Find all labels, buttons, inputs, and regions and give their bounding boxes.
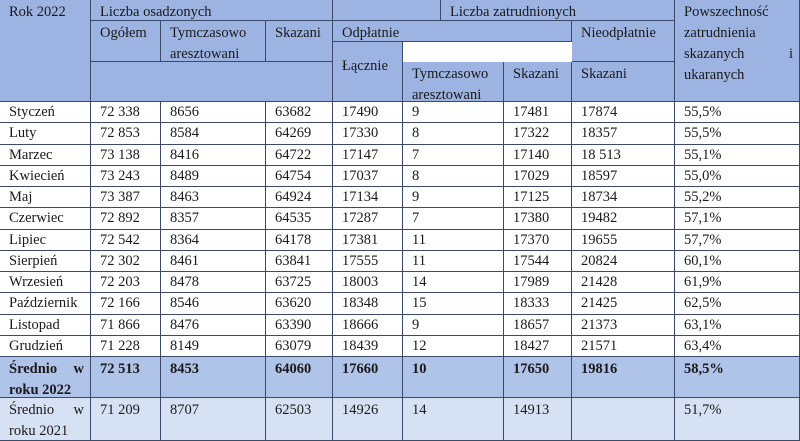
header-paid-convicted: Skazani xyxy=(504,62,572,102)
table-cell: 17287 xyxy=(333,208,403,230)
table-cell: 9 xyxy=(403,102,504,123)
table-cell: 55,1% xyxy=(675,145,800,166)
table-cell: 17555 xyxy=(333,251,403,272)
average-cell: 17660 xyxy=(333,357,403,398)
table-cell: 21373 xyxy=(572,315,675,336)
table-cell: 18348 xyxy=(333,293,403,315)
average-label xyxy=(0,398,91,441)
table-cell: Kwiecień xyxy=(0,166,91,187)
table-cell: Maj xyxy=(0,187,91,208)
header-paid: Odpłatnie xyxy=(333,21,572,42)
table-cell: 63682 xyxy=(266,102,333,123)
table-cell: 17370 xyxy=(504,230,572,251)
table-cell: 17490 xyxy=(333,102,403,123)
average-cell xyxy=(572,398,675,441)
table-cell: 20824 xyxy=(572,251,675,272)
table-cell: 17140 xyxy=(504,145,572,166)
table-cell: 19655 xyxy=(572,230,675,251)
table-cell: 18597 xyxy=(572,166,675,187)
header-employed-group: Liczba zatrudnionych xyxy=(441,0,675,21)
table-cell: 17381 xyxy=(333,230,403,251)
table-cell: 8 xyxy=(403,166,504,187)
table-cell: 63390 xyxy=(266,315,333,336)
average-cell: 8453 xyxy=(161,357,266,398)
rate-line: Powszechność xyxy=(684,4,769,20)
table-cell: 21571 xyxy=(572,336,675,357)
table-cell: 72 203 xyxy=(91,272,161,293)
table-cell: 72 338 xyxy=(91,102,161,123)
average-cell: 64060 xyxy=(266,357,333,398)
table-cell: 12 xyxy=(403,336,504,357)
header-paid-detained: Tymczasowo aresztowani xyxy=(403,62,504,102)
average-cell: 14913 xyxy=(504,398,572,441)
table-cell: 72 302 xyxy=(91,251,161,272)
table-cell: 8463 xyxy=(161,187,266,208)
table-cell: 63620 xyxy=(266,293,333,315)
rate-line xyxy=(684,44,793,65)
table-cell: 57,1% xyxy=(675,208,800,230)
table-cell: 64178 xyxy=(266,230,333,251)
header-year: Rok 2022 xyxy=(0,0,91,102)
table-cell: 8357 xyxy=(161,208,266,230)
table-cell: 8461 xyxy=(161,251,266,272)
table-cell: Grudzień xyxy=(0,336,91,357)
table-cell: 60,1% xyxy=(675,251,800,272)
table-cell: 55,0% xyxy=(675,166,800,187)
table-cell: Czerwiec xyxy=(0,208,91,230)
avg-line: roku 2021 xyxy=(9,423,69,439)
average-cell: 8707 xyxy=(161,398,266,441)
table-cell: 18333 xyxy=(504,293,572,315)
table-cell: 63079 xyxy=(266,336,333,357)
table-cell: 21428 xyxy=(572,272,675,293)
table-cell: 72 853 xyxy=(91,123,161,145)
table-cell: 18427 xyxy=(504,336,572,357)
table-cell: 17330 xyxy=(333,123,403,145)
average-cell: 14926 xyxy=(333,398,403,441)
table-cell: 72 166 xyxy=(91,293,161,315)
table-cell: 64722 xyxy=(266,145,333,166)
avg-word: Średnio xyxy=(9,402,55,418)
table-cell: 18734 xyxy=(572,187,675,208)
table-cell: 8546 xyxy=(161,293,266,315)
table-cell: 17544 xyxy=(504,251,572,272)
header-unpaid-convicted: Skazani xyxy=(572,62,675,102)
average-cell: 62503 xyxy=(266,398,333,441)
table-cell: 64754 xyxy=(266,166,333,187)
table-cell: 63841 xyxy=(266,251,333,272)
table-cell: Marzec xyxy=(0,145,91,166)
table-cell: 19482 xyxy=(572,208,675,230)
table-cell: 73 138 xyxy=(91,145,161,166)
table-cell: 8149 xyxy=(161,336,266,357)
rate-line: zatrudnienia xyxy=(684,25,756,41)
avg-word: Średnio xyxy=(9,361,58,377)
table-cell: 17322 xyxy=(504,123,572,145)
table-cell: 64535 xyxy=(266,208,333,230)
table-cell: Luty xyxy=(0,123,91,145)
table-cell: 9 xyxy=(403,187,504,208)
table-cell: 8489 xyxy=(161,166,266,187)
table-cell: 63725 xyxy=(266,272,333,293)
table-cell: 62,5% xyxy=(675,293,800,315)
average-cell: 71 209 xyxy=(91,398,161,441)
table-cell: 72 892 xyxy=(91,208,161,230)
table-cell: 11 xyxy=(403,251,504,272)
table-cell: 63,1% xyxy=(675,315,800,336)
table-cell: 64924 xyxy=(266,187,333,208)
table-cell: 17125 xyxy=(504,187,572,208)
average-label xyxy=(0,357,91,398)
table-cell: 9 xyxy=(403,315,504,336)
header-paid-total: Łącznie xyxy=(333,42,403,102)
table-cell: Sierpień xyxy=(0,251,91,272)
table-cell: 73 243 xyxy=(91,166,161,187)
table-cell: 72 542 xyxy=(91,230,161,251)
table-cell: 8416 xyxy=(161,145,266,166)
table-cell: 8 xyxy=(403,123,504,145)
table-cell: 18666 xyxy=(333,315,403,336)
average-cell: 10 xyxy=(403,357,504,398)
header-inmates-group: Liczba osadzonych xyxy=(91,0,333,21)
table-cell: 8364 xyxy=(161,230,266,251)
table-cell: 55,5% xyxy=(675,123,800,145)
table-cell: Listopad xyxy=(0,315,91,336)
average-cell: 72 513 xyxy=(91,357,161,398)
table-cell: 8584 xyxy=(161,123,266,145)
table-cell: 21425 xyxy=(572,293,675,315)
rate-word: skazanych xyxy=(684,46,745,62)
table-cell: 17037 xyxy=(333,166,403,187)
table-cell: 55,5% xyxy=(675,102,800,123)
table-cell: 61,9% xyxy=(675,272,800,293)
average-cell: 19816 xyxy=(572,357,675,398)
rate-line: ukaranych xyxy=(684,67,745,83)
table-cell: 17481 xyxy=(504,102,572,123)
table-cell: 18439 xyxy=(333,336,403,357)
header-unpaid: Nieodpłatnie xyxy=(572,21,675,62)
table-cell: 18657 xyxy=(504,315,572,336)
average-cell: 17650 xyxy=(504,357,572,398)
table-cell: 8656 xyxy=(161,102,266,123)
table-cell: 15 xyxy=(403,293,504,315)
table-cell: 64269 xyxy=(266,123,333,145)
table-cell: 18003 xyxy=(333,272,403,293)
table-cell: 8476 xyxy=(161,315,266,336)
average-cell: 58,5% xyxy=(675,357,800,398)
table-cell: 18357 xyxy=(572,123,675,145)
table-cell: 18 513 xyxy=(572,145,675,166)
header-detained: Tymczasowo aresztowani xyxy=(161,21,266,62)
table-cell: 11 xyxy=(403,230,504,251)
table-cell: 71 866 xyxy=(91,315,161,336)
avg-word: w xyxy=(73,361,84,377)
table-cell: Wrzesień xyxy=(0,272,91,293)
table-cell: 17147 xyxy=(333,145,403,166)
rate-word: i xyxy=(788,46,793,62)
table-cell: 7 xyxy=(403,208,504,230)
header-convicted: Skazani xyxy=(266,21,333,62)
header-empty xyxy=(333,0,441,21)
average-cell: 51,7% xyxy=(675,398,800,441)
avg-word: w xyxy=(73,402,84,418)
avg-line xyxy=(9,359,84,380)
table-cell: Styczeń xyxy=(0,102,91,123)
table-cell: 7 xyxy=(403,145,504,166)
table-cell: 63,4% xyxy=(675,336,800,357)
table-cell: 71 228 xyxy=(91,336,161,357)
table-cell: 73 387 xyxy=(91,187,161,208)
table-cell: 17380 xyxy=(504,208,572,230)
table-cell: 55,2% xyxy=(675,187,800,208)
avg-line: roku 2022 xyxy=(9,382,72,398)
header-blank xyxy=(91,62,333,102)
table-cell: 17874 xyxy=(572,102,675,123)
avg-line xyxy=(9,400,84,421)
table-cell: Październik xyxy=(0,293,91,315)
table-cell: 17134 xyxy=(333,187,403,208)
table-cell: 57,7% xyxy=(675,230,800,251)
table-cell: Lipiec xyxy=(0,230,91,251)
table-cell: 14 xyxy=(403,272,504,293)
header-employment-rate xyxy=(675,0,800,102)
header-total: Ogółem xyxy=(91,21,161,62)
average-cell: 14 xyxy=(403,398,504,441)
table-cell: 17989 xyxy=(504,272,572,293)
table-cell: 8478 xyxy=(161,272,266,293)
table-cell: 17029 xyxy=(504,166,572,187)
